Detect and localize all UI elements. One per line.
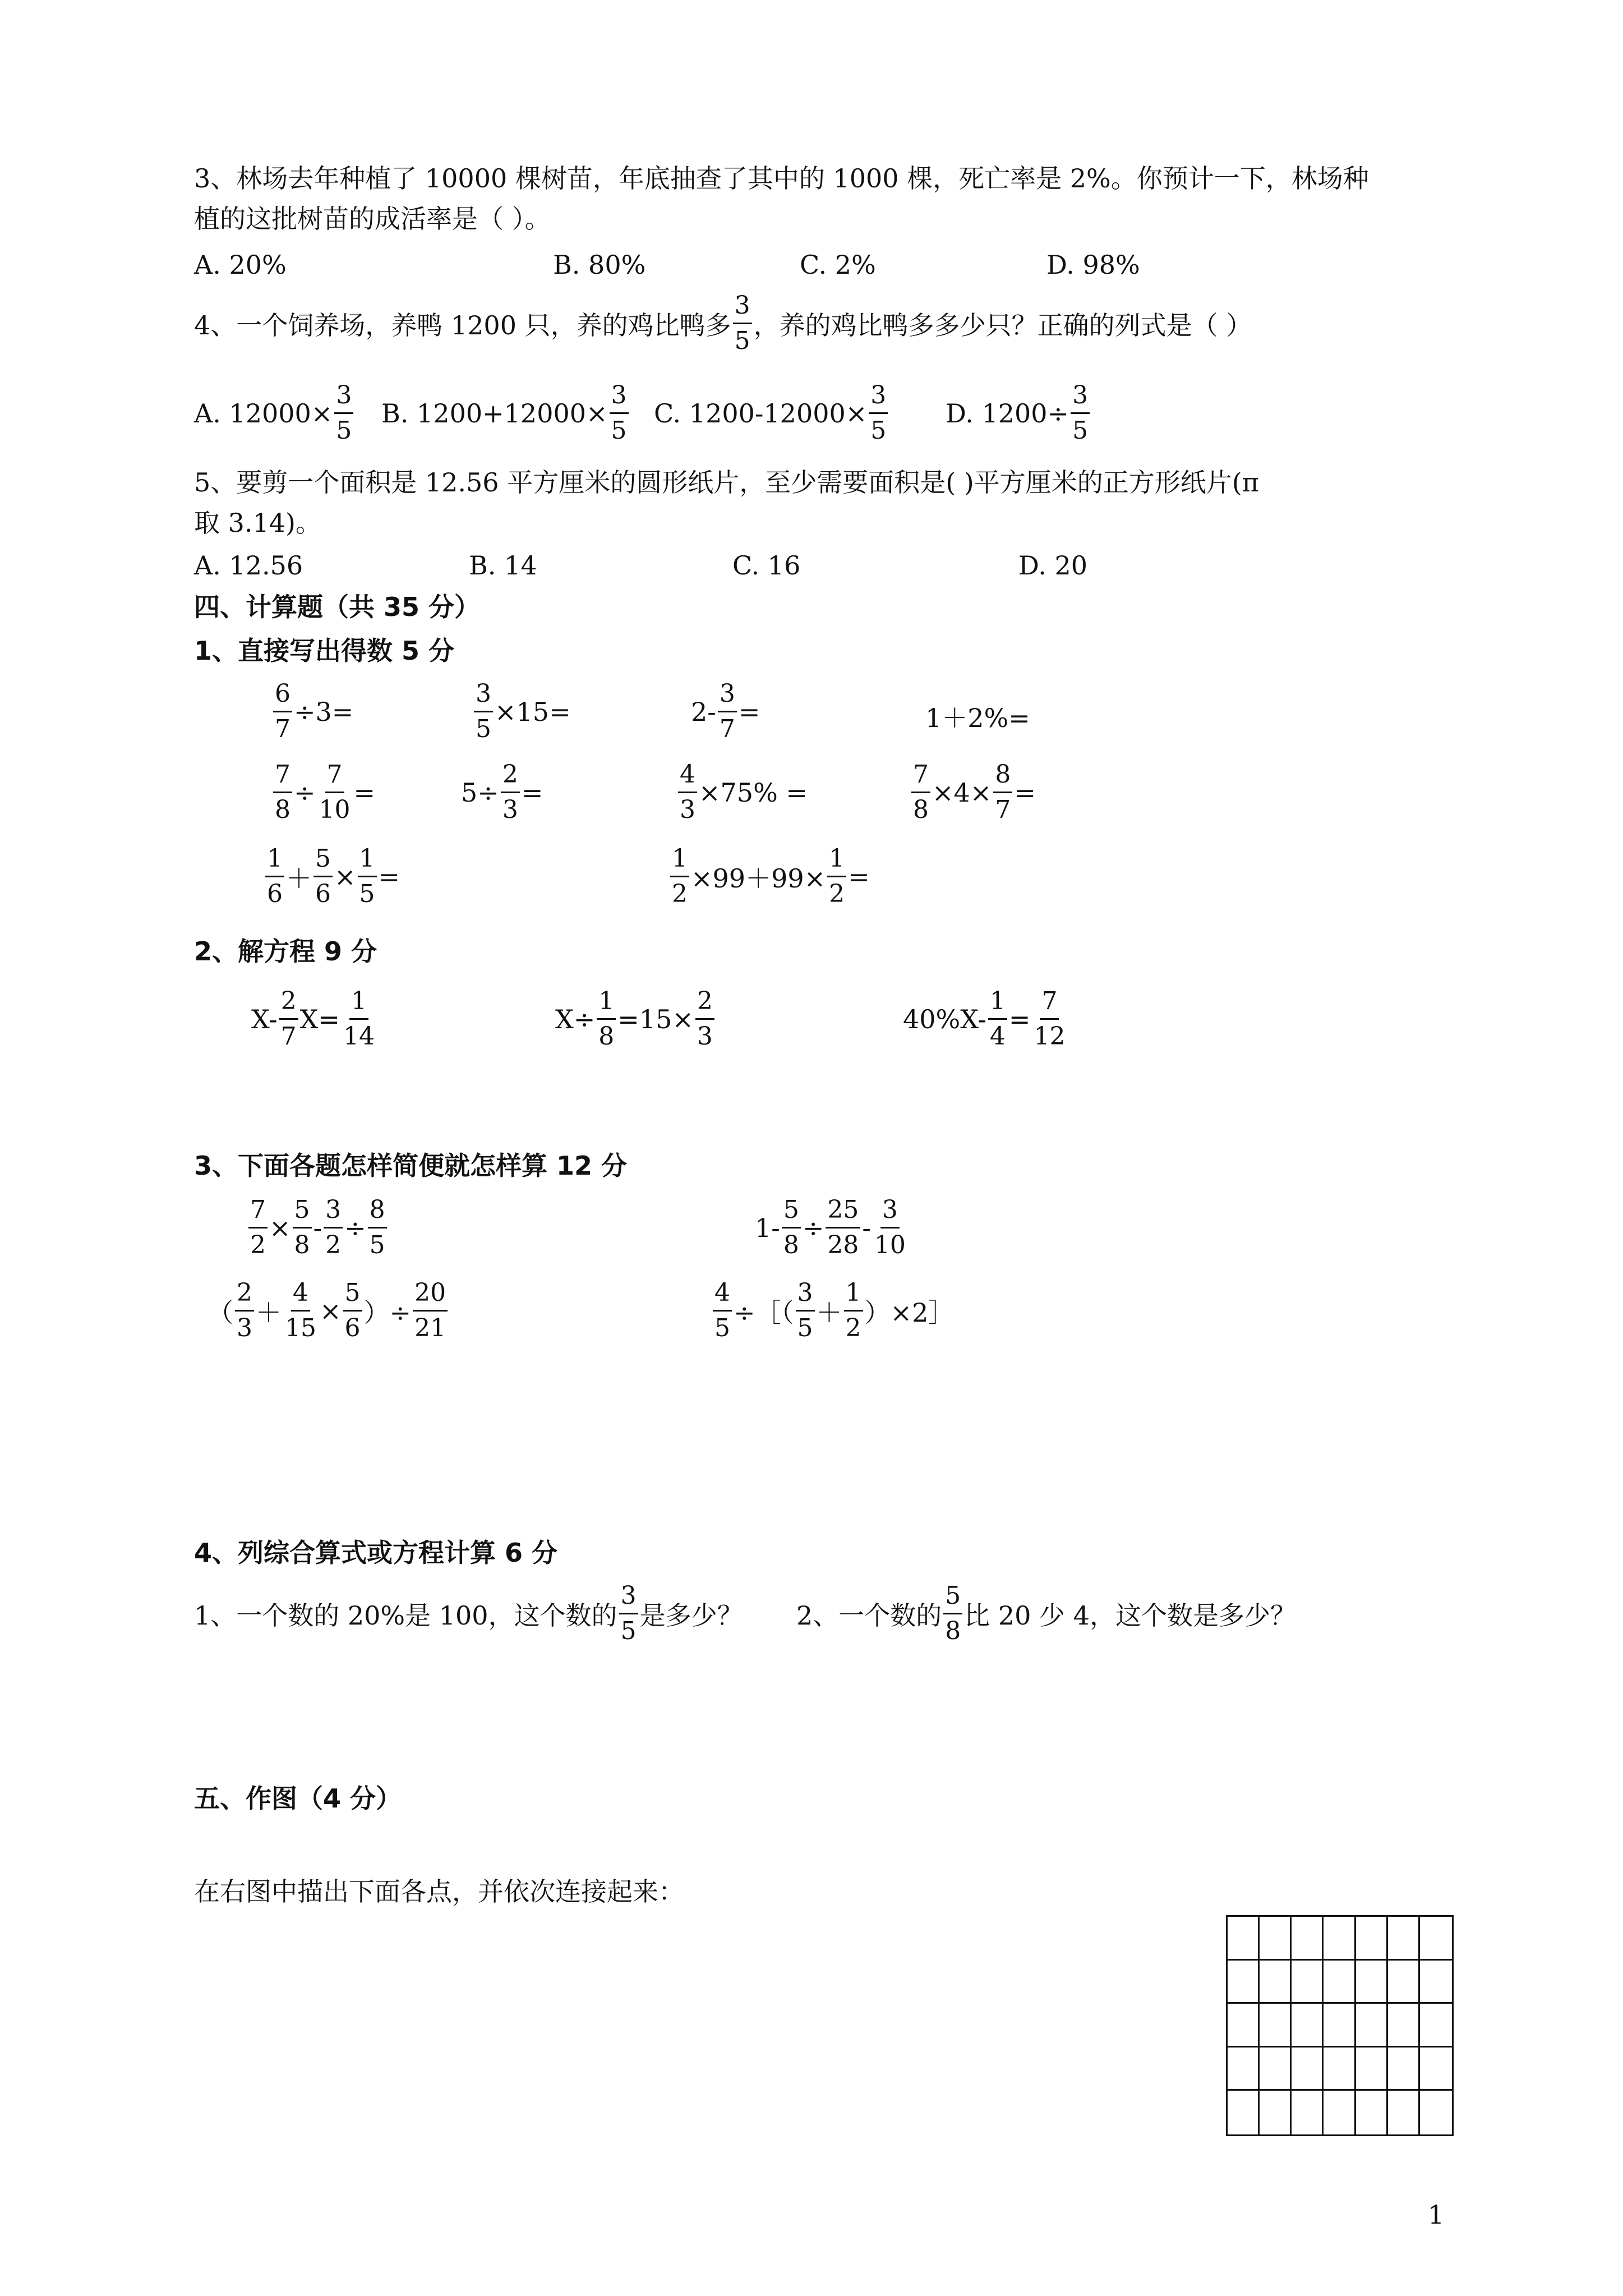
- grid-cell: [1388, 2004, 1420, 2047]
- section4-sub1: 1、直接写出得数 5 分: [194, 636, 455, 666]
- grid-cell: [1388, 1961, 1420, 2004]
- simplify-a: $\frac{7}{2}$ × $\frac{5}{8}$ - $\frac{3}{2}$ ÷ $\frac{8}{5}$: [247, 1196, 389, 1259]
- q4-option-d: D. 1200÷ $\frac{3}{5}$: [946, 381, 1091, 445]
- grid-cell: [1228, 1917, 1260, 1961]
- grid-cell: [1292, 1961, 1324, 2004]
- calc-r1-d: 1＋2%=: [925, 703, 1030, 733]
- q5-option-c: C. 16: [732, 550, 801, 581]
- calc-r3-b: $\frac{1}{2}$ ×99＋99× $\frac{1}{2}$ =: [668, 845, 870, 908]
- grid-cell: [1420, 2047, 1452, 2091]
- grid-cell: [1292, 2004, 1324, 2047]
- grid-cell: [1356, 2004, 1388, 2047]
- section4-sub2: 2、解方程 9 分: [194, 936, 377, 967]
- section4-sub4: 4、列综合算式或方程计算 6 分: [194, 1538, 558, 1568]
- q3-option-d: D. 98%: [1046, 250, 1140, 280]
- calc-r2-d: $\frac{7}{8}$ ×4× $\frac{8}{7}$ =: [910, 761, 1036, 824]
- q4-text-b: ，养的鸡比鸭多多少只？正确的列式是（ ）: [753, 310, 1252, 341]
- grid-cell: [1260, 2091, 1292, 2134]
- grid-cell: [1292, 1917, 1324, 1961]
- q5-option-b: B. 14: [469, 550, 537, 581]
- grid-cell: [1228, 1961, 1260, 2004]
- q4-stem: [194, 292, 1252, 355]
- calc-r1-a: $\frac{6}{7}$ ÷3=: [271, 680, 353, 743]
- equation-1: X- $\frac{2}{7}$ X= $\frac{1}{14}$: [251, 987, 375, 1051]
- grid-cell: [1420, 1961, 1452, 2004]
- q4-option-a: A. 12000× $\frac{3}{5}$: [194, 381, 355, 445]
- grid-cell: [1388, 2091, 1420, 2134]
- section4-sub3: 3、下面各题怎样简便就怎样算 12 分: [194, 1151, 628, 1181]
- simplify-c: （ $\frac{2}{3}$ ＋ $\frac{4}{15}$ × $\frac{5}{6}$ ）÷ $\frac{20}{21}$: [208, 1279, 449, 1342]
- grid-cell: [1260, 1961, 1292, 2004]
- grid-cell: [1324, 1961, 1355, 2004]
- grid-cell: [1324, 2091, 1355, 2134]
- equation-2: X÷ $\frac{1}{8}$ =15× $\frac{2}{3}$: [555, 987, 716, 1051]
- grid-cell: [1260, 2047, 1292, 2091]
- grid-cell: [1420, 2004, 1452, 2047]
- calc-r3-a: $\frac{1}{6}$ ＋ $\frac{5}{6}$ × $\frac{1}{5}$ =: [264, 845, 400, 908]
- q3-option-b: B. 80%: [553, 250, 646, 280]
- grid-cell: [1260, 1917, 1292, 1961]
- q5-line2: 取 3.14)。: [194, 508, 321, 538]
- grid-cell: [1356, 1917, 1388, 1961]
- calc-r2-a: $\frac{7}{8}$ ÷ $\frac{7}{10}$ =: [271, 761, 375, 824]
- word-problem-2: 2、一个数的 $\frac{5}{8}$ 比 20 少 4，这个数是多少？: [796, 1581, 1296, 1645]
- word-problem-1: 1、一个数的 20%是 100，这个数的 $\frac{3}{5}$ 是多少？: [194, 1581, 743, 1645]
- q3-line1: 3、林场去年种植了 10000 棵树苗，年底抽查了其中的 1000 棵，死亡率是 2%。你预计一下，林场种: [194, 163, 1369, 194]
- q3-option-a: A. 20%: [194, 250, 287, 280]
- q5-option-d: D. 20: [1018, 550, 1088, 581]
- calc-r1-c: 2- $\frac{3}{7}$ =: [691, 679, 760, 743]
- grid-cell: [1420, 1917, 1452, 1961]
- equation-3: 40%X- $\frac{1}{4}$ = $\frac{7}{12}$: [903, 987, 1066, 1051]
- q3-line2: 植的这批树苗的成活率是（ ）。: [194, 204, 551, 234]
- q4-fraction: $\frac{3}{5}$: [733, 292, 752, 355]
- calc-r1-b: $\frac{3}{5}$ ×15=: [472, 680, 571, 743]
- grid-cell: [1228, 2091, 1260, 2134]
- q5-option-a: A. 12.56: [194, 550, 303, 581]
- calc-r2-b: 5÷ $\frac{2}{3}$ =: [461, 760, 543, 824]
- grid-cell: [1388, 1917, 1420, 1961]
- drawing-grid: [1226, 1915, 1454, 2136]
- page-number: 1: [1428, 2200, 1445, 2230]
- section5-instruction: 在右图中描出下面各点，并依次连接起来：: [194, 1876, 684, 1907]
- q3-option-c: C. 2%: [800, 250, 876, 280]
- q4-option-c: C. 1200-12000× $\frac{3}{5}$: [654, 381, 889, 445]
- grid-cell: [1388, 2047, 1420, 2091]
- section4-title: 四、计算题（共 35 分）: [194, 592, 481, 622]
- q4-text-a: 4、一个饲养场，养鸭 1200 只，养的鸡比鸭多: [194, 310, 731, 341]
- grid-cell: [1356, 2091, 1388, 2134]
- simplify-b: 1- $\frac{5}{8}$ ÷ $\frac{25}{28}$ - $\frac{3}{10}$: [755, 1195, 906, 1259]
- grid-cell: [1324, 1917, 1355, 1961]
- simplify-d: $\frac{4}{5}$ ÷［（ $\frac{3}{5}$ ＋ $\frac{1}{2}$ ）×2］: [711, 1279, 954, 1342]
- grid-cell: [1324, 2047, 1355, 2091]
- grid-cell: [1356, 1961, 1388, 2004]
- grid-cell: [1260, 2004, 1292, 2047]
- calc-r2-c: $\frac{4}{3}$ ×75% =: [676, 761, 808, 824]
- grid-cell: [1356, 2047, 1388, 2091]
- section5-title: 五、作图（4 分）: [194, 1783, 402, 1814]
- grid-cell: [1228, 2004, 1260, 2047]
- grid-cell: [1324, 2004, 1355, 2047]
- grid-cell: [1292, 2091, 1324, 2134]
- grid-cell: [1420, 2091, 1452, 2134]
- grid-cell: [1292, 2047, 1324, 2091]
- q5-line1: 5、要剪一个面积是 12.56 平方厘米的圆形纸片，至少需要面积是( )平方厘米的正方形纸片(π: [194, 467, 1259, 498]
- q4-option-b: B. 1200+12000× $\frac{3}{5}$: [381, 381, 630, 445]
- grid-cell: [1228, 2047, 1260, 2091]
